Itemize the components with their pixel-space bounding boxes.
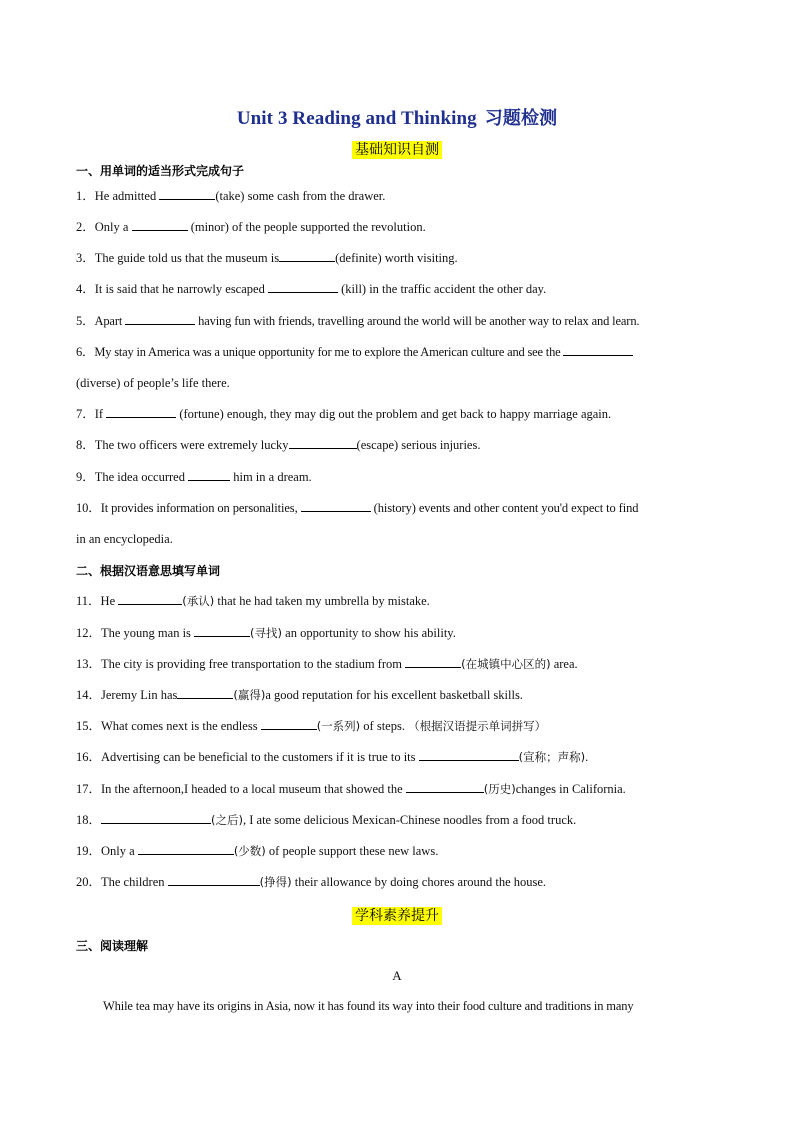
question-5: 5．Apart having fun with friends, travelling around the world will be another way to relax and learn. (76, 314, 640, 328)
answer-blank[interactable] (419, 749, 519, 761)
question-16: 16．Advertising can be beneficial to the customers if it is true to its (宣称；声称). (76, 750, 589, 764)
section-heading-2: 二、根据汉语意思填写单词 (76, 564, 221, 578)
answer-blank[interactable] (132, 219, 188, 231)
passage-label: A (392, 968, 402, 983)
question-1: 1．He admitted (take) some cash from the drawer. (76, 189, 386, 203)
answer-blank[interactable] (188, 469, 230, 481)
question-14: 14．Jeremy Lin has (赢得)a good reputation for his excellent basketball skills. (76, 688, 523, 702)
question-13: 13．The city is providing free transportation to the stadium from (在城镇中心区的) area. (76, 657, 578, 671)
answer-blank[interactable] (261, 718, 317, 730)
answer-blank[interactable] (194, 625, 250, 637)
answer-blank[interactable] (101, 812, 211, 824)
question-11: 11．He (承认) that he had taken my umbrella by mistake. (76, 594, 430, 608)
answer-blank[interactable] (177, 687, 233, 699)
question-6: 6．My stay in America was a unique opportunity for me to explore the American culture and see the (76, 344, 718, 360)
answer-blank[interactable] (279, 250, 335, 262)
question-2: 2．Only a (minor) of the people supported the revolution. (76, 220, 426, 234)
question-19: 19．Only a (少数) of people support these new laws. (76, 844, 439, 858)
question-20: 20．The children (挣得) their allowance by doing chores around the house. (76, 875, 547, 889)
question-3: 3．The guide told us that the museum is (definite) worth visiting. (76, 251, 458, 265)
question-4: 4．It is said that he narrowly escaped (kill) in the traffic accident the other day. (76, 282, 547, 296)
question-7: 7．If (fortune) enough, they may dig out the problem and get back to happy marriage again. (76, 407, 612, 421)
question-18: 18． (之后), I ate some delicious Mexican-Chinese noodles from a food truck. (76, 813, 577, 827)
question-10-continued: in an encyclopedia. (76, 532, 173, 546)
answer-blank[interactable] (289, 437, 357, 449)
answer-blank[interactable] (159, 188, 215, 200)
answer-blank[interactable] (138, 843, 234, 855)
answer-blank[interactable] (125, 313, 195, 325)
passage-paragraph: While tea may have its origins in Asia, now it has found its way into their food culture and traditions in many (103, 999, 634, 1013)
question-6-continued: (diverse) of people’s life there. (76, 376, 230, 390)
question-17: 17．In the afternoon,I headed to a local museum that showed the (历史)changes in California. (76, 782, 626, 796)
answer-blank[interactable] (106, 406, 176, 418)
section-heading-3: 三、阅读理解 (76, 939, 149, 953)
question-9: 9．The idea occurred him in a dream. (76, 470, 312, 484)
answer-blank[interactable] (405, 656, 461, 668)
title-english: Unit 3 Reading and Thinking (236, 108, 477, 129)
answer-blank[interactable] (268, 281, 338, 293)
question-10: 10．It provides information on personalities, (history) events and other content you'd expect to find (76, 501, 639, 515)
answer-blank[interactable] (563, 344, 633, 356)
section-heading-1: 一、用单词的适当形式完成句子 (76, 164, 245, 178)
banner-subject-literacy: 学科素养提升 (0, 905, 794, 925)
page-title (0, 104, 794, 130)
question-8: 8．The two officers were extremely lucky (escape) serious injuries. (76, 438, 481, 452)
question-15: 15．What comes next is the endless (一系列) of steps. （根据汉语提示单词拼写） (76, 719, 547, 733)
banner-basic-knowledge: 基础知识自测 (0, 139, 794, 159)
title-chinese: 习题检测 (484, 108, 558, 129)
answer-blank[interactable] (118, 593, 182, 605)
answer-blank[interactable] (406, 781, 484, 793)
answer-blank[interactable] (168, 874, 260, 886)
answer-blank[interactable] (301, 500, 371, 512)
question-12: 12．The young man is (寻找) an opportunity to show his ability. (76, 626, 456, 640)
